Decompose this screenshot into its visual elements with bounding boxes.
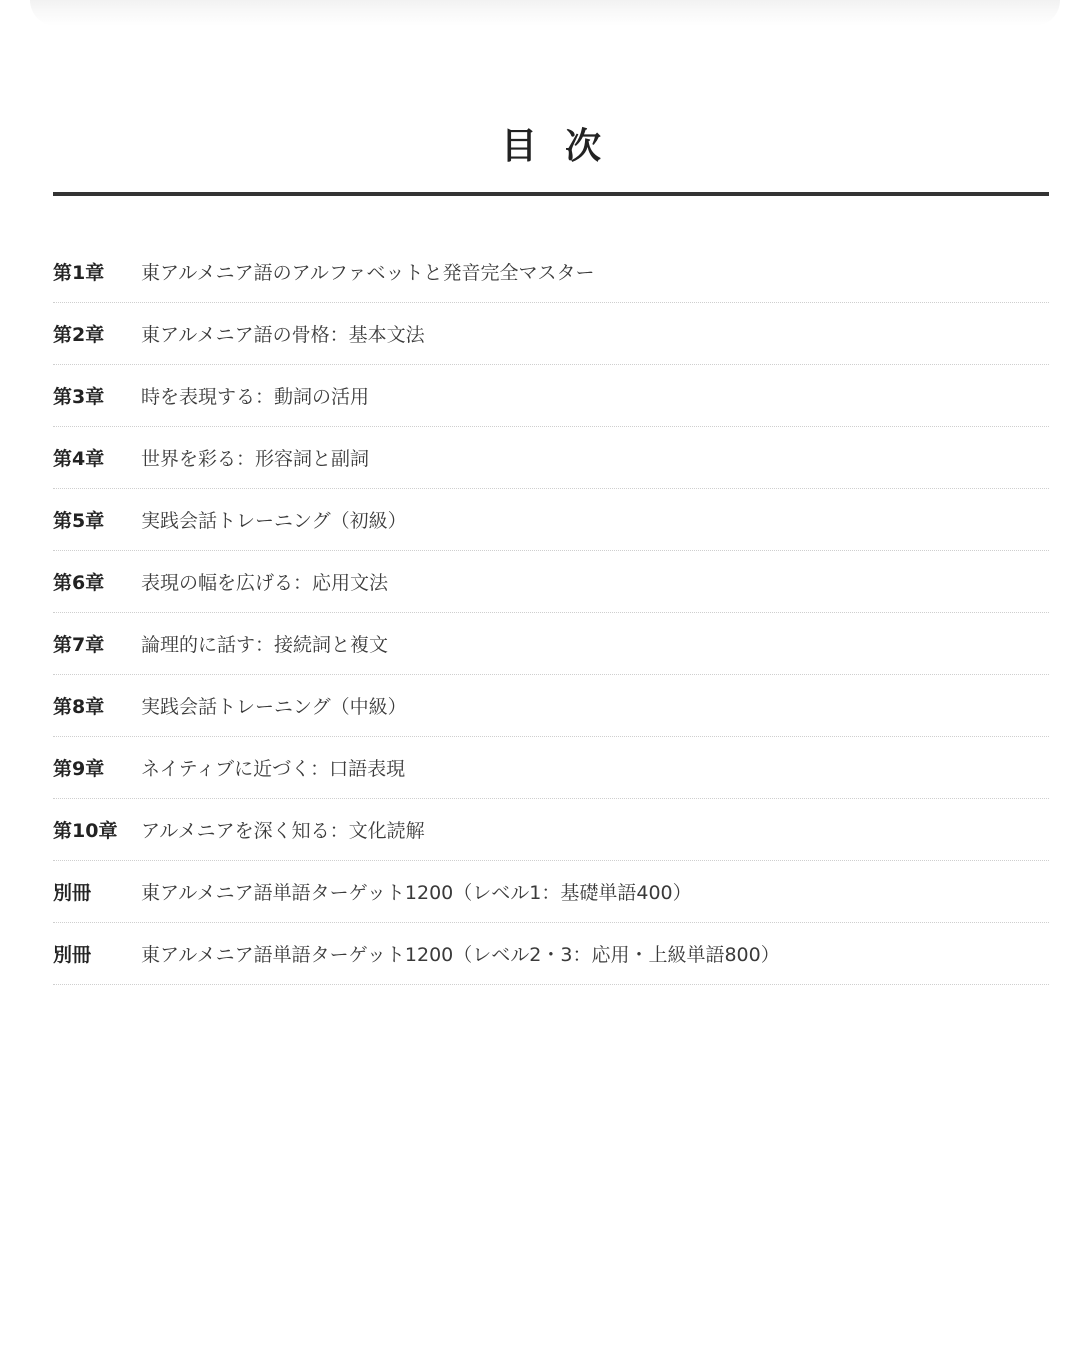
chapter-title: 表現の幅を広げる：応用文法: [141, 572, 389, 594]
chapter-number: 第7章: [53, 634, 105, 656]
toc-entry-chapter-7[interactable]: [53, 613, 1049, 675]
chapter-number: 第1章: [53, 262, 105, 284]
supplement-label: 別冊: [53, 882, 92, 904]
toc-entry-chapter-9[interactable]: [53, 737, 1049, 799]
chapter-number: 第4章: [53, 448, 105, 470]
toc-list: [53, 241, 1049, 985]
toc-entry-chapter-2[interactable]: [53, 303, 1049, 365]
chapter-title: 実践会話トレーニング（中級）: [141, 696, 407, 718]
chapter-number: 第10章: [53, 820, 118, 842]
supplement-label: 別冊: [53, 944, 92, 966]
toc-entry-chapter-5[interactable]: [53, 489, 1049, 551]
chapter-title: 論理的に話す：接続詞と複文: [141, 634, 389, 656]
supplement-title: 東アルメニア語単語ターゲット1200（レベル1：基礎単語400）: [141, 882, 692, 904]
chapter-number: 第9章: [53, 758, 105, 780]
toc-entry-supplement-1[interactable]: [53, 861, 1049, 923]
toc-entry-chapter-3[interactable]: [53, 365, 1049, 427]
supplement-title: 東アルメニア語単語ターゲット1200（レベル2・3：応用・上級単語800）: [141, 944, 780, 966]
chapter-number: 第2章: [53, 324, 105, 346]
chapter-title: アルメニアを深く知る：文化読解: [141, 820, 425, 842]
chapter-title: ネイティブに近づく：口語表現: [141, 758, 406, 780]
chapter-title: 時を表現する：動詞の活用: [141, 386, 370, 408]
toc-entry-chapter-8[interactable]: [53, 675, 1049, 737]
toc-entry-chapter-10[interactable]: [53, 799, 1049, 861]
chapter-title: 世界を彩る：形容詞と副詞: [141, 448, 370, 470]
table-of-contents: [53, 0, 1049, 985]
toc-entry-supplement-2[interactable]: [53, 923, 1049, 985]
chapter-number: 第5章: [53, 510, 105, 532]
title-divider: [53, 192, 1049, 196]
toc-entry-chapter-4[interactable]: [53, 427, 1049, 489]
chapter-number: 第3章: [53, 386, 105, 408]
toc-entry-chapter-1[interactable]: [53, 241, 1049, 303]
chapter-number: 第6章: [53, 572, 105, 594]
chapter-number: 第8章: [53, 696, 105, 718]
chapter-title: 実践会話トレーニング（初級）: [141, 510, 407, 532]
chapter-title: 東アルメニア語のアルファベットと発音完全マスター: [141, 262, 595, 284]
page-title: 目次: [500, 126, 629, 167]
chapter-title: 東アルメニア語の骨格：基本文法: [141, 324, 425, 346]
toc-entry-chapter-6[interactable]: [53, 551, 1049, 613]
